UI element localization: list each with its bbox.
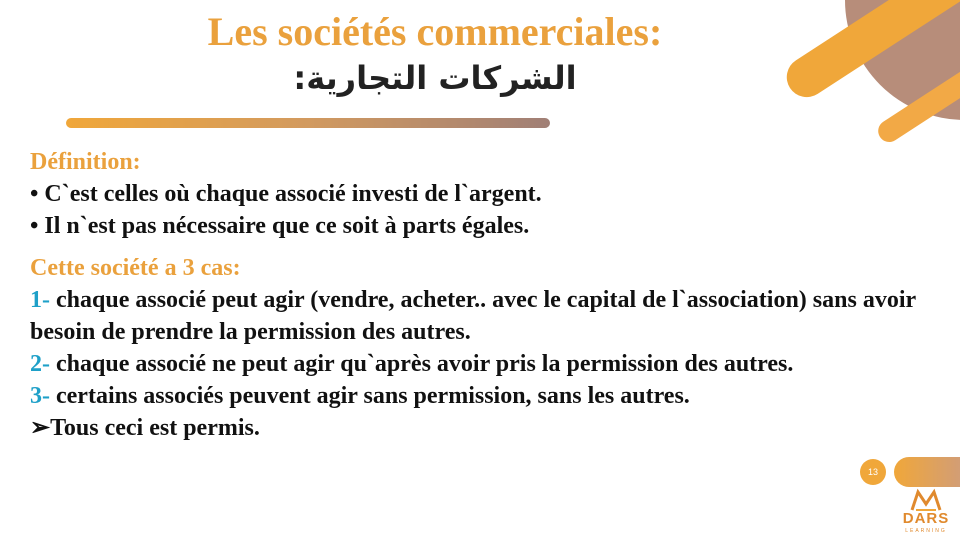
definition-bullet: • Il n`est pas nécessaire que ce soit à parts égales. — [30, 213, 530, 239]
definition-heading: Définition: — [30, 149, 141, 175]
logo-mark-icon — [898, 488, 954, 512]
page-number: 13 — [860, 459, 886, 485]
slide-body — [30, 146, 930, 444]
case-item — [30, 284, 930, 348]
cases-heading: Cette société a 3 cas: — [30, 255, 241, 281]
slide-title: Les sociétés commerciales: — [207, 9, 663, 54]
case-text: certains associés peuvent agir sans permission, sans les autres. — [50, 383, 690, 409]
case-text: chaque associé ne peut agir qu`après avoir pris la permission des autres. — [50, 351, 794, 377]
arrow-bullet-icon: ➢ — [30, 415, 51, 441]
definition-bullet: • C`est celles où chaque associé investi de l`argent. — [30, 181, 542, 207]
case-text: chaque associé peut agir (vendre, acheter.. avec le capital de l`association) sans avoir besoin de prendre la permission des autres. — [30, 287, 916, 345]
dars-logo — [898, 488, 958, 538]
conclusion-text: Tous ceci est permis. — [50, 415, 260, 441]
logo-text: DARS — [902, 510, 950, 527]
case-number: 1- — [30, 287, 50, 313]
slide-title-arabic: الشركات التجارية: — [293, 59, 577, 97]
case-item — [30, 380, 930, 412]
decorative-pill — [894, 457, 960, 487]
case-number: 3- — [30, 383, 50, 409]
conclusion — [30, 412, 930, 444]
logo-subtext: LEARNING — [905, 528, 947, 534]
title-underline — [66, 118, 550, 128]
case-number: 2- — [30, 351, 50, 377]
case-item — [30, 348, 930, 380]
